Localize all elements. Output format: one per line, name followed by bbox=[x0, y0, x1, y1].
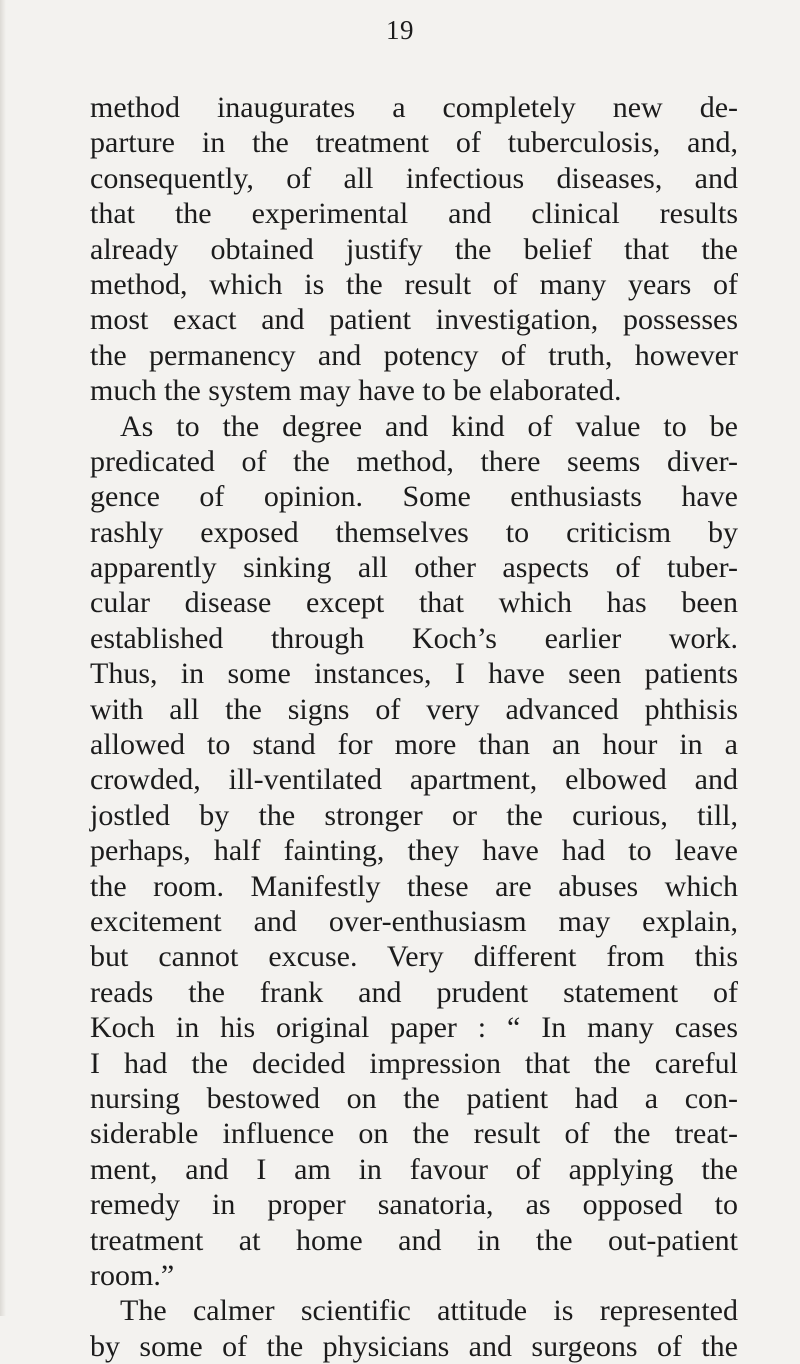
text-line: most exact and patient investigation, possesses bbox=[90, 303, 738, 337]
text-line: cular disease except that which has been bbox=[90, 586, 738, 620]
text-line: by some of the physicians and surgeons of the bbox=[90, 1329, 738, 1363]
text-line: Koch in his original paper : “ In many cases bbox=[90, 1011, 738, 1045]
text-line: method, which is the result of many years of bbox=[90, 267, 738, 301]
text-line: but cannot excuse. Very different from this bbox=[90, 940, 738, 974]
text-line: apparently sinking all other aspects of tuber- bbox=[90, 551, 738, 585]
text-line: ment, and I am in favour of applying the bbox=[90, 1152, 738, 1186]
text-line: reads the frank and prudent statement of bbox=[90, 975, 738, 1009]
text-line: allowed to stand for more than an hour in a bbox=[90, 728, 738, 762]
text-line: that the experimental and clinical results bbox=[90, 197, 738, 231]
text-line: excitement and over-enthusiasm may explain, bbox=[90, 904, 738, 938]
text-line: parture in the treatment of tuberculosis, and, bbox=[90, 126, 738, 160]
text-line: the room. Manifestly these are abuses which bbox=[90, 869, 738, 903]
text-line: Thus, in some instances, I have seen patients bbox=[90, 657, 738, 691]
text-line: consequently, of all infectious diseases, and bbox=[90, 161, 738, 195]
text-line: established through Koch’s earlier work. bbox=[90, 621, 738, 655]
text-line: method inaugurates a completely new de- bbox=[90, 91, 738, 124]
scan-shadow-edge bbox=[0, 0, 6, 1316]
paragraph-start-line: The calmer scientific attitude is represented bbox=[120, 1294, 738, 1328]
paragraph-start-line: As to the degree and kind of value to be bbox=[120, 409, 738, 443]
text-line: nursing bestowed on the patient had a con- bbox=[90, 1081, 738, 1115]
text-line: predicated of the method, there seems diver- bbox=[90, 444, 738, 478]
text-line: room.” bbox=[90, 1258, 175, 1292]
text-line: rashly exposed themselves to criticism by bbox=[90, 515, 738, 549]
text-line: remedy in proper sanatoria, as opposed to bbox=[90, 1188, 738, 1222]
text-line: the permanency and potency of truth, however bbox=[90, 338, 738, 372]
text-line: gence of opinion. Some enthusiasts have bbox=[90, 480, 738, 514]
text-line: jostled by the stronger or the curious, till, bbox=[90, 798, 738, 832]
text-line: much the system may have to be elaborated. bbox=[90, 374, 622, 408]
text-line: treatment at home and in the out-patient bbox=[90, 1223, 738, 1257]
text-line: siderable influence on the result of the treat- bbox=[90, 1117, 738, 1151]
text-line: perhaps, half fainting, they have had to leave bbox=[90, 834, 738, 868]
text-line: already obtained justify the belief that the bbox=[90, 232, 738, 266]
text-line: with all the signs of very advanced phthisis bbox=[90, 692, 738, 726]
body-text bbox=[90, 90, 738, 1364]
text-line: crowded, ill-ventilated apartment, elbowed and bbox=[90, 763, 738, 797]
text-line: I had the decided impression that the careful bbox=[90, 1046, 738, 1080]
page-number: 19 bbox=[386, 15, 414, 45]
